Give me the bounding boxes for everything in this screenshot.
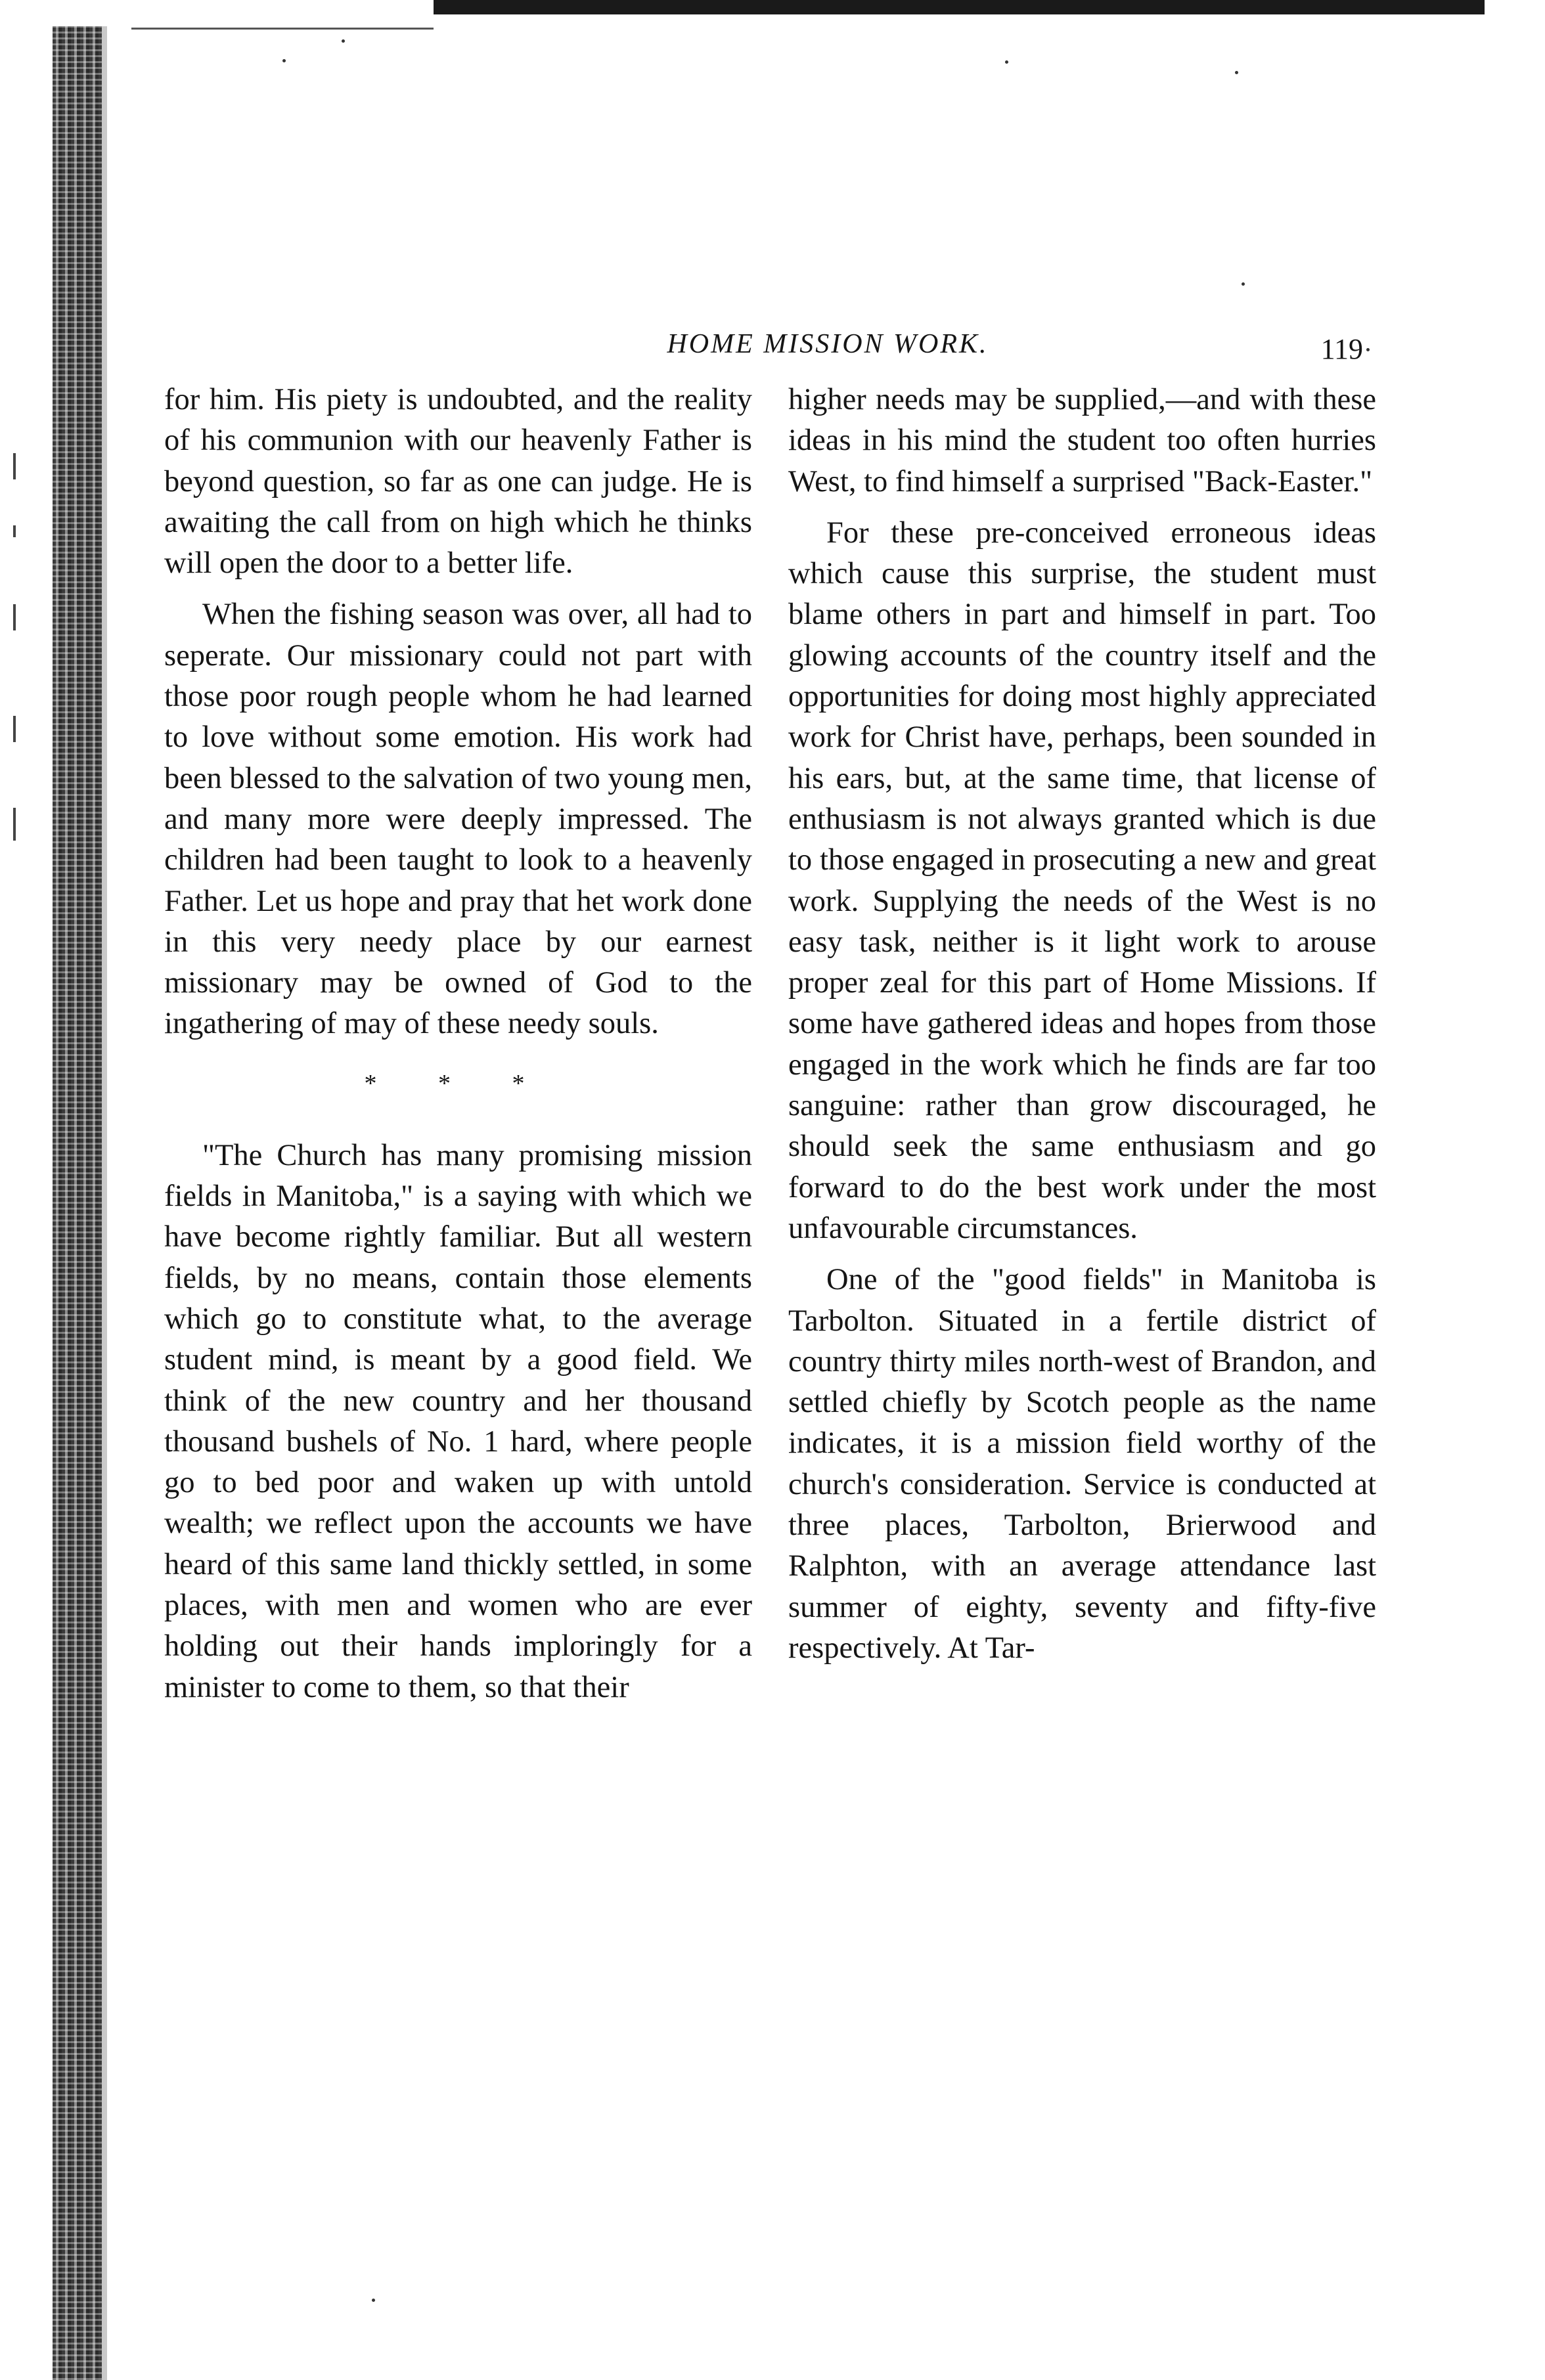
margin-mark <box>13 453 16 479</box>
section-separator: * * * <box>364 1069 552 1097</box>
scan-speck <box>1242 282 1245 286</box>
paragraph: for him. His piety is undoubted, and the reality of his communion with our heavenly Father is beyond question, so far as one can judge. He is awaiting the call from on high which he thinks will open the door to a better life. <box>164 383 752 581</box>
scan-gutter-edge <box>102 26 107 2380</box>
scan-speck <box>342 39 345 43</box>
margin-mark <box>13 808 16 841</box>
paragraph: For these pre-conceived erroneous ideas which cause this surprise, the student must blame others in part and himself in part. Too glowing accounts of the country itself and the opportunities for doing most highly appreciated work for Christ have, perhaps, been sounded in his ears, but, at the same time, that license of enthusiasm is not always granted which is due to those engaged in prosecuting a new and great work. Supplying the needs of the West is no easy task, neither is it light work to arouse proper zeal for this part of Home Missions. If some have gathered ideas and hopes from those engaged in the work which he finds are far too sanguine: rather than grow discouraged, he should seek the same enthusiasm and go forward to do the best work under the most unfavourable circumstances. <box>788 516 1376 1245</box>
running-header: HOME MISSION WORK. <box>667 329 989 359</box>
margin-mark <box>13 525 16 537</box>
scan-speck <box>1366 348 1370 351</box>
margin-mark <box>13 716 16 742</box>
left-column <box>164 380 752 1708</box>
margin-mark <box>13 604 16 630</box>
scan-speck <box>1005 60 1008 64</box>
scan-top-rule <box>131 28 434 30</box>
right-column <box>788 380 1376 1669</box>
scan-binding-gutter <box>53 26 102 2380</box>
page-number: 119 <box>1320 333 1363 365</box>
paragraph: "The Church has many promising mission fields in Manitoba," is a saying with which we have become rightly familiar. But all western fields, by no means, contain those elements which go to constitute what, to the average student mind, is meant by a good field. We think of the new country and her thousand thousand bushels of No. 1 hard, where people go to bed poor and waken up with untold wealth; we reflect upon the accounts we have heard of this same land thickly settled, in some places, with men and women who are ever holding out their hands imploringly for a minister to come to them, so that their <box>164 1138 752 1704</box>
scan-top-border <box>434 0 1485 14</box>
scan-speck <box>1235 71 1238 74</box>
paragraph: One of the "good fields" in Manitoba is Tarbolton. Situated in a fertile district of country thirty miles north-west of Brandon, and settled chiefly by Scotch people as the name indicates, it is a mission field worthy of the church's consideration. Service is conducted at three places, Tarbolton, Brierwood and Ralphton, with an average attendance last summer of eighty, seventy and fifty-five respectively. At Tar- <box>788 1263 1376 1665</box>
scan-speck <box>282 59 286 62</box>
paragraph: When the fishing season was over, all had to seperate. Our missionary could not part with those poor rough people whom he had learned to love without some emotion. His work had been blessed to the salvation of two young men, and many more were deeply impressed. The children had been taught to look to a heavenly Father. Let us hope and pray that het work done in this very needy place by our earnest missionary may be owned of God to the ingathering of may of these needy souls. <box>164 598 752 1041</box>
scan-speck <box>372 2299 375 2302</box>
paragraph: higher needs may be supplied,—and with these ideas in his mind the student too often hurries West, to find himself a surprised "Back-Easter." <box>788 383 1376 498</box>
